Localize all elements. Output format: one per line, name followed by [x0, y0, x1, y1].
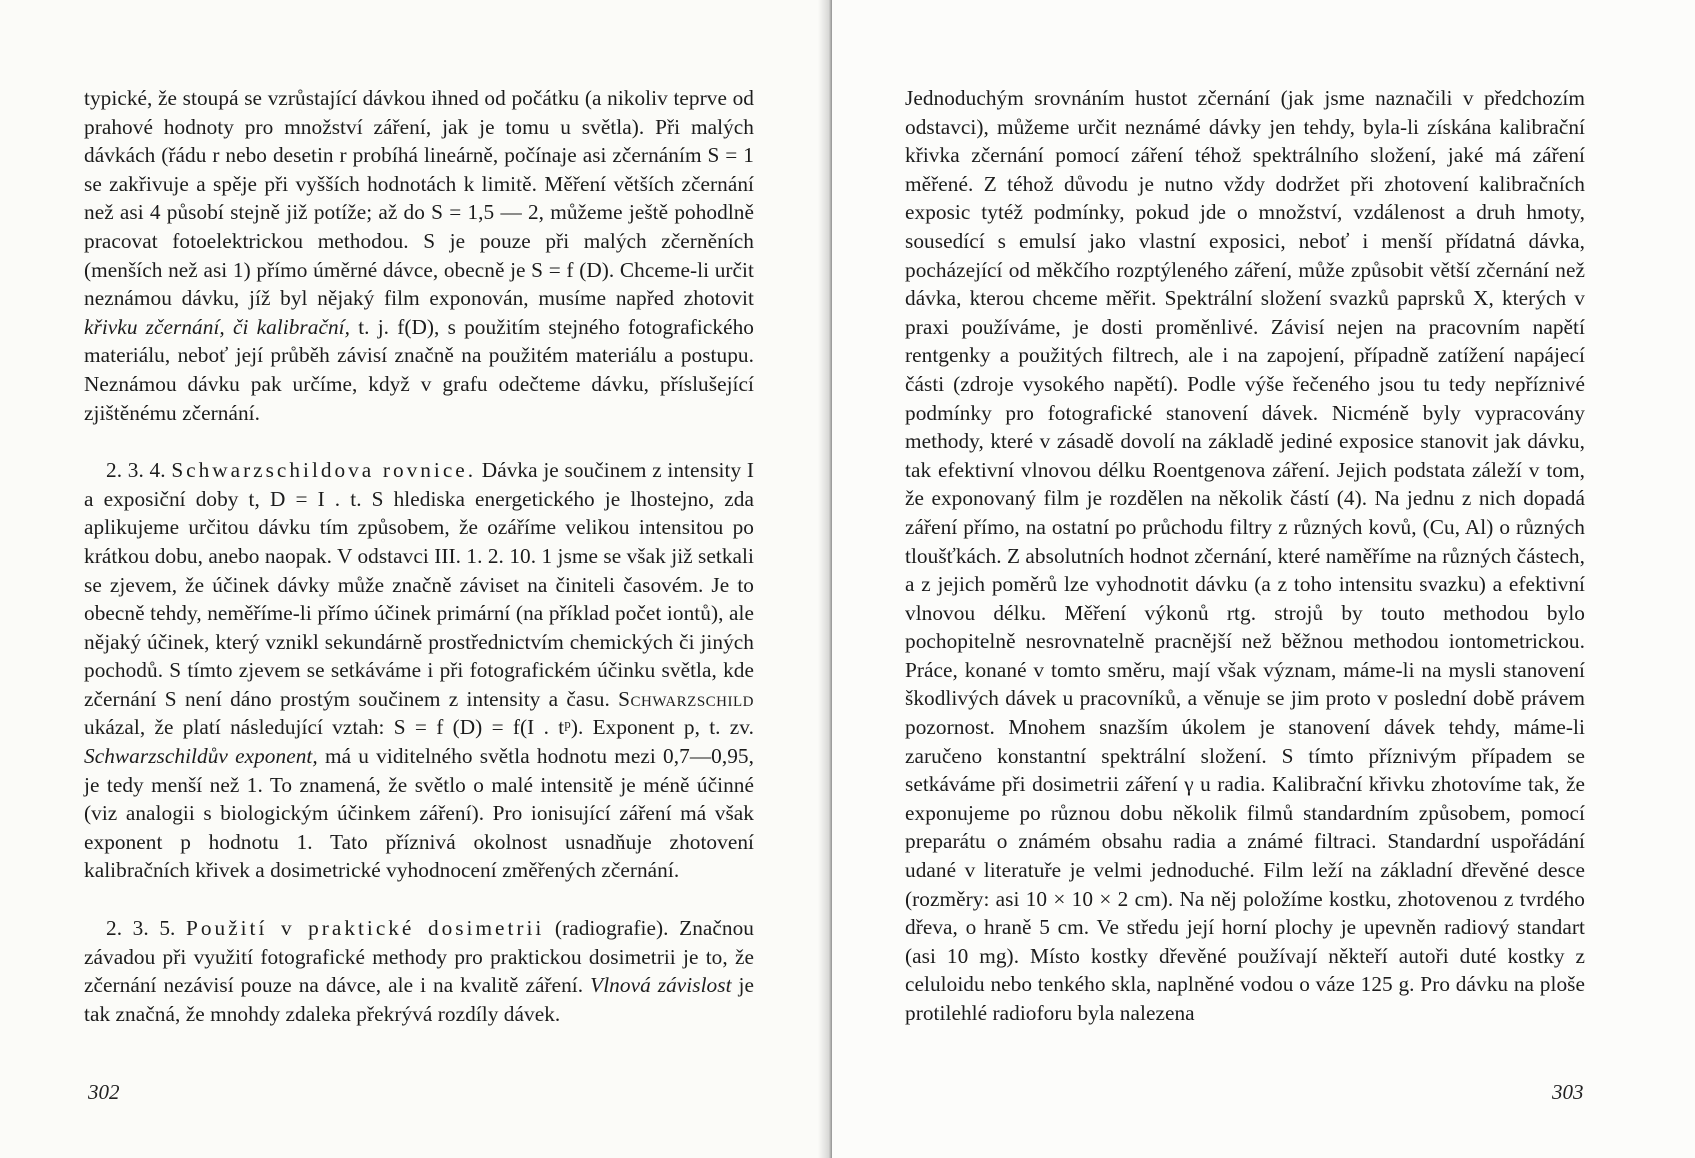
paragraph-dose-curve — [84, 84, 754, 427]
right-page — [832, 0, 1695, 1158]
page-number-right: 303 — [1552, 1080, 1584, 1104]
emphasis-term: křivku zčernání, či kalibrační, — [84, 314, 351, 339]
right-page-text — [905, 84, 1585, 1028]
section-heading: Použití v praktické dosimetrii — [186, 916, 545, 941]
section-2-3-4 — [84, 456, 754, 885]
section-heading: Schwarzschildova rovnice. — [171, 458, 477, 483]
emphasis-term: Vlnová závislost — [590, 973, 732, 998]
section-number: 2. 3. 5. — [106, 916, 176, 941]
paragraph-dosimetry: Jednoduchým srovnáním hustot zčernání (jak jsme naznačili v předchozím odstavci), můžeme určit neznámé dávky jen tehdy, byla-li získána kalibrační křivka zčernání pomocí záření téhož spektrálního složení, jaké má záření měřené. Z téhož důvodu je nutno vždy dodržet při zhotovení kalibračních exposic tytéž podmínky, pokud jde o množství, vzdálenost a druh hmoty, sousedící s emulsí jako vlastní exposici, neboť i menší přídatná dávka, pocházející od měkčího rozptýleného záření, může způsobit větší zčernání než dávka, kterou chceme měřit. Spektrální složení svazků paprsků X, kterých v praxi používáme, je dosti proměnlivé. Závisí nejen na pracovním napětí rentgenky a použitých filtrech, ale i na zapojení, případně zatížení napájecí části (zdroje vysokého napětí). Podle výše řečeného jsou tu tedy nepříznivé podmínky pro fotografické stanovení dávek. Nicméně byly vypracovány methody, které v zásadě dovolí na základě jediné exposice stanovit jak dávku, tak efektivní vlnovou délku Roentgenova záření. Jejich podstata záleží v tom, že exponovaný film je rozdělen na několik částí (4). Na jednu z nich dopadá záření přímo, na ostatní po průchodu filtry z různých kovů, (Cu, Al) o různých tloušťkách. Z absolutních hodnot zčernání, které naměříme na různých částech, a z jejich poměrů lze vyhodnotit dávku (a z toho intensitu svazku) a efektivní vlnovou délku. Měření výkonů rtg. strojů by touto methodou bylo pochopitelně nesrovnatelně pracnější než běžnou methodou iontometrickou. Práce, konané v tomto směru, mají však význam, máme-li na mysli stanovení škodlivých dávek u pracovníků, a věnuje se jim proto v poslední době právem pozornost. Mnohem snazším úkolem je stanovení dávek tehdy, máme-li zaručeno konstantní spektrální složení. S tímto příznivým případem se setkáváme při dosimetrii záření γ u radia. Kalibrační křivku zhotovíme tak, že exponujeme po různou dobu několik filmů standardním způsobem, pomocí preparátu o známém obsahu radia a známé filtraci. Standardní uspořádání udané v literatuře je velmi jednoduché. Film leží na základní dřevěné desce (rozměry: asi 10 × 10 × 2 cm). Na něj položíme kostku, zhotovenou z tvrdého dřeva, o hraně 5 cm. Ve středu její horní plochy je upevněn radiový standart (asi 10 mg). Místo kostky dřevěné používají někteří autoři duté kostky z celuloidu nebo tenkého skla, naplněné vodou o váze 125 g. Pro dávku na ploše protilehlé radioforu byla nalezena — [905, 86, 1585, 1025]
paragraph-text: t. j. f(D), s použitím stejného fotografického materiálu, neboť její průběh závisí značně na použitém materiálu a postupu. Neznámou dávku pak určíme, když v grafu odečteme dávku, příslušející zjištěnému zčernání. — [84, 314, 754, 425]
author-name: Schwarzschild — [618, 686, 754, 711]
page-number-left: 302 — [88, 1080, 120, 1104]
paragraph-text: je tak značná, že mnohdy zdaleka překrývá rozdíly dávek. — [84, 973, 755, 1026]
emphasis-term: Schwarzschildův exponent, — [84, 744, 318, 769]
left-page — [0, 0, 832, 1158]
paragraph-text: má u viditelného světla hodnotu mezi 0,7—0,95, je tedy menší než 1. To znamená, že světlo o malé intensitě je méně účinné (viz analogii s biologickým účinkem záření). Pro ionisující záření má však exponent p hodnotu 1. Tato příznivá okolnost usnadňuje zhotovení kalibračních křivek a dosimetrické vyhodnocení změřených zčernání. — [84, 744, 755, 883]
paragraph-text: ukázal, že platí následující vztah: S = f (D) = f(I . tᵖ). Exponent p, t. zv. — [84, 715, 754, 740]
paragraph-text: (radiografie). Značnou závadou při využití fotografické methody pro praktickou dosimetrii je to, že zčernání nezávisí pouze na dávce, ale i na kvalitě záření. — [84, 916, 755, 998]
section-2-3-5 — [84, 914, 754, 1028]
paragraph-text: Dávka je součinem z intensity I a exposiční doby t, D = I . t. S hlediska energetického je lhostejno, zda aplikujeme určitou dávku tím způsobem, že ozáříme velikou intensitou po krátkou dobu, anebo naopak. V odstavci III. 1. 2. 10. 1 jsme se však již setkali se zjevem, že účinek dávky může značně záviset na činiteli časovém. Je to obecně tehdy, neměříme-li přímo účinek primární (na příklad počet iontů), ale nějaký účinek, který vznikl sekundárně prostřednictvím chemických či jiných pochodů. S tímto zjevem se setkáváme i při fotografickém účinku světla, kde zčernání S není dáno prostým součinem z intensity a času. — [84, 458, 755, 711]
section-number: 2. 3. 4. — [106, 458, 166, 483]
paragraph-text: typické, že stoupá se vzrůstající dávkou ihned od počátku (a nikoliv teprve od prahové hodnoty pro množství záření, jak je tomu u světla). Při malých dávkách (řádu r nebo desetin r probíhá lineárně, počínaje asi zčernáním S = 1 se zakřivuje a spěje při vyšších hodnotách k limitě. Měření větších zčernání než asi 4 působí stejně již potíže; až do S = 1,5 — 2, můžeme ještě pohodlně pracovat fotoelektrickou methodou. S je pouze při malých zčerněních (menších než asi 1) přímo úměrné dávce, obecně je S = f (D). Chceme-li určit neznámou dávku, jíž byl nějaký film exponován, musíme napřed zhotovit — [84, 86, 754, 311]
left-page-text — [84, 84, 754, 1028]
